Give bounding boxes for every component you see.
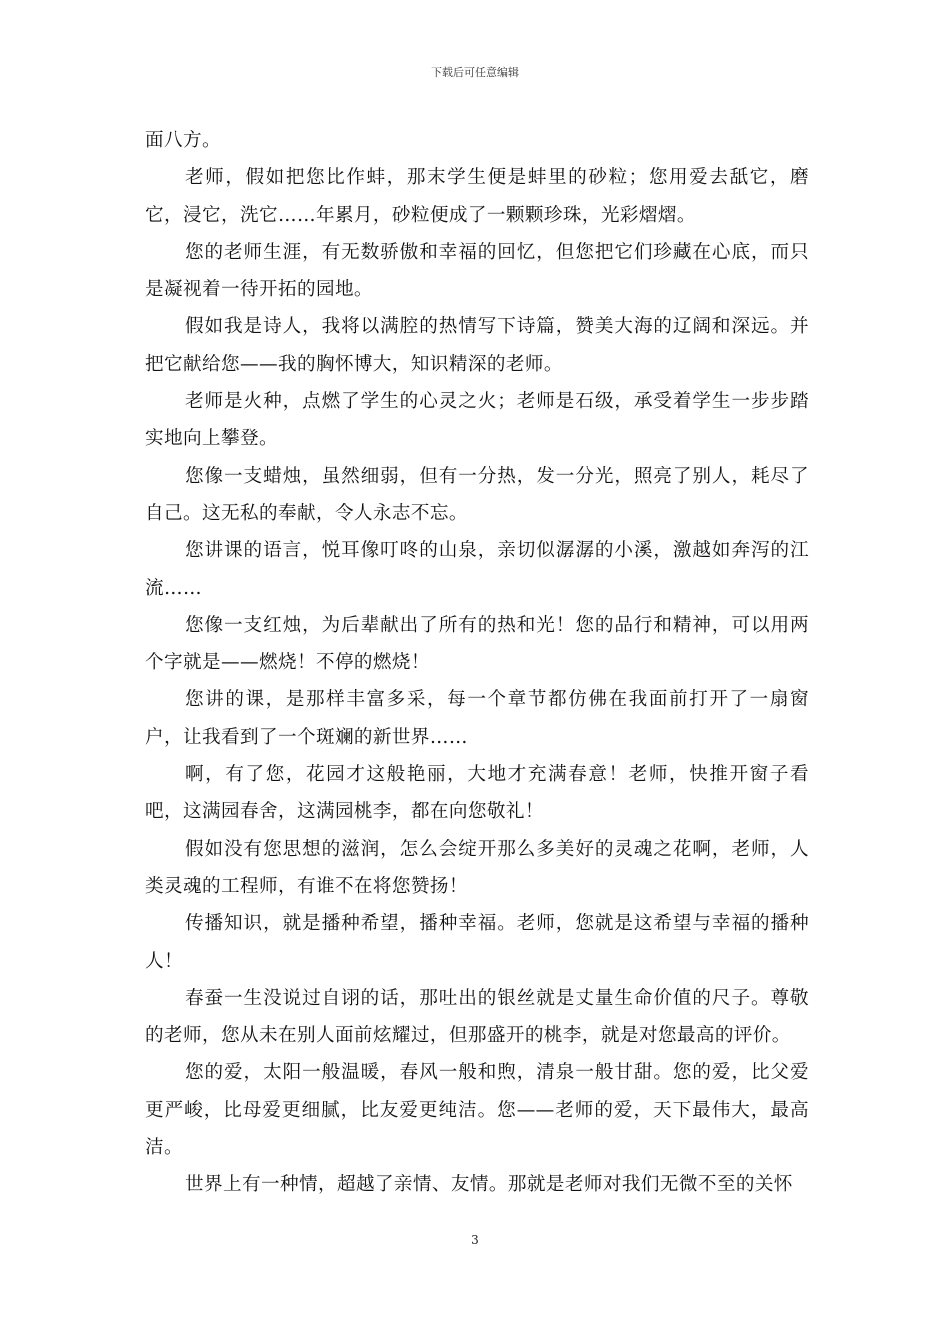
- document-body: [145, 122, 809, 1204]
- paragraph: 春蚕一生没说过自诩的话，那吐出的银丝就是丈量生命价值的尺子。尊敬的老师，您从未在别人面前炫耀过，但那盛开的桃李，就是对您最高的评价。: [145, 987, 809, 1047]
- paragraph: 啊，有了您，花园才这般艳丽，大地才充满春意！老师，快推开窗子看吧，这满园春舍，这满园桃李，都在向您敬礼！: [145, 764, 809, 823]
- paragraph: 假如我是诗人，我将以满腔的热情写下诗篇，赞美大海的辽阔和深远。并把它献给您——我的胸怀博大，知识精深的老师。: [145, 316, 809, 375]
- paragraph: 老师是火种，点燃了学生的心灵之火；老师是石级，承受着学生一步步踏实地向上攀登。: [145, 391, 809, 450]
- page-header: 下载后可任意编辑: [431, 66, 519, 79]
- paragraph: 您像一支蜡烛，虽然细弱，但有一分热，发一分光，照亮了别人，耗尽了自己。这无私的奉献，令人永志不忘。: [145, 465, 809, 524]
- paragraph: 假如没有您思想的滋润，怎么会绽开那么多美好的灵魂之花啊，老师，人类灵魂的工程师，有谁不在将您赞扬！: [145, 838, 809, 897]
- paragraph: 您像一支红烛，为后辈献出了所有的热和光！您的品行和精神，可以用两个字就是——燃烧！不停的燃烧！: [145, 614, 809, 674]
- paragraph: 传播知识，就是播种希望，播种幸福。老师，您就是这希望与幸福的播种人！: [145, 913, 809, 972]
- paragraph: 您的老师生涯，有无数骄傲和幸福的回忆，但您把它们珍藏在心底，而只是凝视着一待开拓的园地。: [145, 241, 809, 301]
- paragraph: 您讲课的语言，悦耳像叮咚的山泉，亲切似潺潺的小溪，激越如奔泻的江流……: [145, 540, 809, 599]
- page-number: 3: [471, 1233, 479, 1247]
- paragraph: 老师，假如把您比作蚌，那末学生便是蚌里的砂粒；您用爱去舐它，磨它，浸它，洗它……年累月，砂粒便成了一颗颗珍珠，光彩熠熠。: [145, 167, 809, 226]
- paragraph: 您的爱，太阳一般温暖，春风一般和煦，清泉一般甘甜。您的爱，比父爱更严峻，比母爱更细腻，比友爱更纯洁。您——老师的爱，天下最伟大，最高洁。: [145, 1062, 809, 1159]
- paragraph: 世界上有一种情，超越了亲情、友情。那就是老师对我们无微不至的关怀: [185, 1174, 793, 1196]
- paragraph: 您讲的课，是那样丰富多采，每一个章节都仿佛在我面前打开了一扇窗户，让我看到了一个斑斓的新世界……: [145, 689, 809, 748]
- paragraph: 面八方。: [145, 130, 221, 151]
